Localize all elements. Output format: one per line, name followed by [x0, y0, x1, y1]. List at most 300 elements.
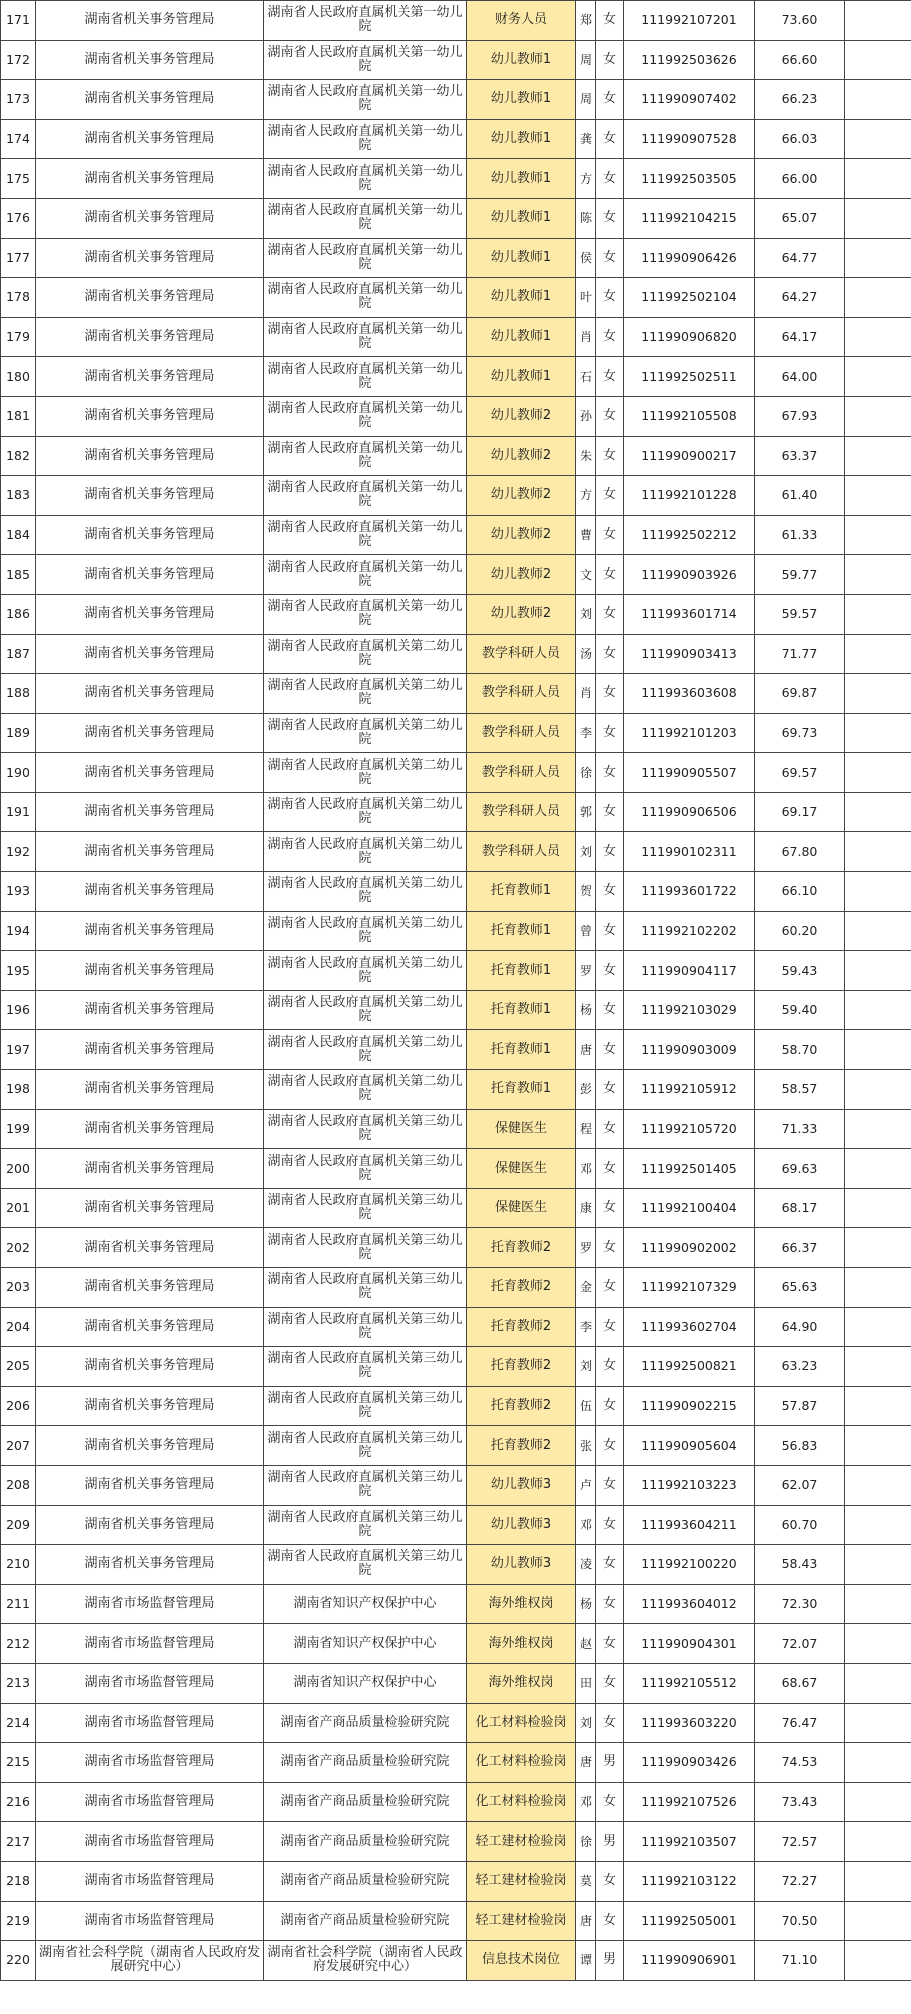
- position-cell: 幼儿教师2: [467, 476, 576, 516]
- score-cell: 65.07: [755, 198, 845, 238]
- unit-cell: 湖南省人民政府直属机关第一幼儿院: [264, 555, 467, 595]
- unit-cell: 湖南省产商品质量检验研究院: [264, 1743, 467, 1783]
- exam-number-cell: 111990102311: [624, 832, 755, 872]
- score-cell: 69.57: [755, 753, 845, 793]
- exam-number-cell: 111990903413: [624, 634, 755, 674]
- name-cell: 凌: [576, 1545, 596, 1585]
- gender-cell: 女: [596, 911, 624, 951]
- row-index-cell: 211: [1, 1584, 36, 1624]
- name-cell: 唐: [576, 1743, 596, 1783]
- unit-cell: 湖南省人民政府直属机关第二幼儿院: [264, 753, 467, 793]
- table-row: [1, 594, 911, 634]
- gender-cell: 男: [596, 1941, 624, 1981]
- name-cell: 肖: [576, 674, 596, 714]
- table-row: [1, 357, 911, 397]
- score-cell: 76.47: [755, 1703, 845, 1743]
- exam-number-cell: 111990903009: [624, 1030, 755, 1070]
- table-row: [1, 555, 911, 595]
- remark-cell: [845, 832, 911, 872]
- exam-number-cell: 111990906426: [624, 238, 755, 278]
- remark-cell: [845, 1070, 911, 1110]
- row-index-cell: 171: [1, 1, 36, 41]
- department-cell: 湖南省市场监督管理局: [36, 1822, 264, 1862]
- position-cell: 幼儿教师1: [467, 40, 576, 80]
- department-cell: 湖南省机关事务管理局: [36, 436, 264, 476]
- name-cell: 郑: [576, 1, 596, 41]
- table-row: [1, 198, 911, 238]
- unit-cell: 湖南省人民政府直属机关第三幼儿院: [264, 1268, 467, 1308]
- remark-cell: [845, 476, 911, 516]
- score-cell: 68.17: [755, 1188, 845, 1228]
- name-cell: 张: [576, 1426, 596, 1466]
- unit-cell: 湖南省人民政府直属机关第三幼儿院: [264, 1426, 467, 1466]
- remark-cell: [845, 753, 911, 793]
- department-cell: 湖南省市场监督管理局: [36, 1703, 264, 1743]
- score-cell: 60.70: [755, 1505, 845, 1545]
- gender-cell: 女: [596, 515, 624, 555]
- department-cell: 湖南省机关事务管理局: [36, 476, 264, 516]
- gender-cell: 女: [596, 1703, 624, 1743]
- exam-number-cell: 111992502212: [624, 515, 755, 555]
- table-row: [1, 40, 911, 80]
- position-cell: 轻工建材检验岗: [467, 1901, 576, 1941]
- name-cell: 田: [576, 1663, 596, 1703]
- name-cell: 程: [576, 1109, 596, 1149]
- row-index-cell: 215: [1, 1743, 36, 1783]
- position-cell: 托育教师2: [467, 1268, 576, 1308]
- remark-cell: [845, 1782, 911, 1822]
- department-cell: 湖南省机关事务管理局: [36, 1347, 264, 1387]
- unit-cell: 湖南省人民政府直属机关第一幼儿院: [264, 317, 467, 357]
- score-cell: 56.83: [755, 1426, 845, 1466]
- score-cell: 69.87: [755, 674, 845, 714]
- department-cell: 湖南省机关事务管理局: [36, 753, 264, 793]
- department-cell: 湖南省机关事务管理局: [36, 951, 264, 991]
- row-index-cell: 175: [1, 159, 36, 199]
- gender-cell: 女: [596, 1584, 624, 1624]
- remark-cell: [845, 1584, 911, 1624]
- score-cell: 64.90: [755, 1307, 845, 1347]
- gender-cell: 女: [596, 1188, 624, 1228]
- row-index-cell: 189: [1, 713, 36, 753]
- unit-cell: 湖南省人民政府直属机关第一幼儿院: [264, 80, 467, 120]
- exam-number-cell: 111993604211: [624, 1505, 755, 1545]
- remark-cell: [845, 1545, 911, 1585]
- unit-cell: 湖南省人民政府直属机关第二幼儿院: [264, 872, 467, 912]
- department-cell: 湖南省机关事务管理局: [36, 1, 264, 41]
- position-cell: 托育教师1: [467, 1070, 576, 1110]
- remark-cell: [845, 911, 911, 951]
- remark-cell: [845, 1347, 911, 1387]
- position-cell: 幼儿教师1: [467, 278, 576, 318]
- name-cell: 刘: [576, 1703, 596, 1743]
- row-index-cell: 216: [1, 1782, 36, 1822]
- name-cell: 曹: [576, 515, 596, 555]
- exam-number-cell: 111990904301: [624, 1624, 755, 1664]
- score-cell: 59.77: [755, 555, 845, 595]
- remark-cell: [845, 396, 911, 436]
- exam-number-cell: 111990900217: [624, 436, 755, 476]
- score-cell: 74.53: [755, 1743, 845, 1783]
- name-cell: 赵: [576, 1624, 596, 1664]
- position-cell: 财务人员: [467, 1, 576, 41]
- exam-number-cell: 111992502104: [624, 278, 755, 318]
- exam-number-cell: 111993601722: [624, 872, 755, 912]
- row-index-cell: 198: [1, 1070, 36, 1110]
- unit-cell: 湖南省人民政府直属机关第三幼儿院: [264, 1505, 467, 1545]
- department-cell: 湖南省机关事务管理局: [36, 1307, 264, 1347]
- department-cell: 湖南省机关事务管理局: [36, 1070, 264, 1110]
- remark-cell: [845, 436, 911, 476]
- remark-cell: [845, 634, 911, 674]
- table-row: [1, 238, 911, 278]
- unit-cell: 湖南省人民政府直属机关第三幼儿院: [264, 1109, 467, 1149]
- remark-cell: [845, 1268, 911, 1308]
- gender-cell: 女: [596, 792, 624, 832]
- unit-cell: 湖南省人民政府直属机关第二幼儿院: [264, 832, 467, 872]
- row-index-cell: 200: [1, 1149, 36, 1189]
- remark-cell: [845, 80, 911, 120]
- exam-number-cell: 111992105912: [624, 1070, 755, 1110]
- exam-number-cell: 111992107329: [624, 1268, 755, 1308]
- unit-cell: 湖南省产商品质量检验研究院: [264, 1901, 467, 1941]
- gender-cell: 女: [596, 1347, 624, 1387]
- exam-number-cell: 111992102202: [624, 911, 755, 951]
- unit-cell: 湖南省人民政府直属机关第一幼儿院: [264, 515, 467, 555]
- row-index-cell: 185: [1, 555, 36, 595]
- name-cell: 周: [576, 80, 596, 120]
- name-cell: 郭: [576, 792, 596, 832]
- name-cell: 方: [576, 476, 596, 516]
- remark-cell: [845, 990, 911, 1030]
- name-cell: 唐: [576, 1901, 596, 1941]
- table-row: [1, 1268, 911, 1308]
- remark-cell: [845, 1149, 911, 1189]
- position-cell: 托育教师1: [467, 911, 576, 951]
- remark-cell: [845, 40, 911, 80]
- score-cell: 72.57: [755, 1822, 845, 1862]
- table-row: [1, 1, 911, 41]
- score-cell: 67.80: [755, 832, 845, 872]
- row-index-cell: 212: [1, 1624, 36, 1664]
- remark-cell: [845, 159, 911, 199]
- name-cell: 邓: [576, 1149, 596, 1189]
- exam-number-cell: 111993603220: [624, 1703, 755, 1743]
- table-row: [1, 951, 911, 991]
- position-cell: 幼儿教师1: [467, 238, 576, 278]
- position-cell: 信息技术岗位: [467, 1941, 576, 1981]
- unit-cell: 湖南省人民政府直属机关第一幼儿院: [264, 40, 467, 80]
- department-cell: 湖南省市场监督管理局: [36, 1584, 264, 1624]
- name-cell: 周: [576, 40, 596, 80]
- row-index-cell: 218: [1, 1861, 36, 1901]
- name-cell: 刘: [576, 832, 596, 872]
- gender-cell: 女: [596, 1030, 624, 1070]
- remark-cell: [845, 1188, 911, 1228]
- department-cell: 湖南省机关事务管理局: [36, 911, 264, 951]
- department-cell: 湖南省社会科学院（湖南省人民政府发展研究中心）: [36, 1941, 264, 1981]
- name-cell: 卢: [576, 1465, 596, 1505]
- department-cell: 湖南省机关事务管理局: [36, 872, 264, 912]
- table-row: [1, 911, 911, 951]
- row-index-cell: 220: [1, 1941, 36, 1981]
- exam-number-cell: 111992500821: [624, 1347, 755, 1387]
- gender-cell: 男: [596, 1822, 624, 1862]
- exam-number-cell: 111993602704: [624, 1307, 755, 1347]
- table-row: [1, 80, 911, 120]
- name-cell: 肖: [576, 317, 596, 357]
- unit-cell: 湖南省人民政府直属机关第三幼儿院: [264, 1545, 467, 1585]
- position-cell: 化工材料检验岗: [467, 1703, 576, 1743]
- table-row: [1, 792, 911, 832]
- exam-number-cell: 111992107201: [624, 1, 755, 41]
- gender-cell: 女: [596, 1901, 624, 1941]
- department-cell: 湖南省机关事务管理局: [36, 515, 264, 555]
- name-cell: 康: [576, 1188, 596, 1228]
- table-row: [1, 1624, 911, 1664]
- score-cell: 59.43: [755, 951, 845, 991]
- exam-number-cell: 111992103223: [624, 1465, 755, 1505]
- name-cell: 唐: [576, 1030, 596, 1070]
- exam-number-cell: 111992100404: [624, 1188, 755, 1228]
- gender-cell: 女: [596, 238, 624, 278]
- position-cell: 幼儿教师1: [467, 119, 576, 159]
- remark-cell: [845, 1663, 911, 1703]
- score-cell: 66.03: [755, 119, 845, 159]
- exam-number-cell: 111990902002: [624, 1228, 755, 1268]
- exam-number-cell: 111992107526: [624, 1782, 755, 1822]
- department-cell: 湖南省机关事务管理局: [36, 1465, 264, 1505]
- gender-cell: 女: [596, 1386, 624, 1426]
- department-cell: 湖南省机关事务管理局: [36, 792, 264, 832]
- exam-number-cell: 111990907528: [624, 119, 755, 159]
- position-cell: 托育教师2: [467, 1347, 576, 1387]
- unit-cell: 湖南省人民政府直属机关第二幼儿院: [264, 674, 467, 714]
- score-cell: 73.43: [755, 1782, 845, 1822]
- gender-cell: 女: [596, 159, 624, 199]
- row-index-cell: 176: [1, 198, 36, 238]
- table-row: [1, 1663, 911, 1703]
- remark-cell: [845, 1109, 911, 1149]
- remark-cell: [845, 278, 911, 318]
- row-index-cell: 182: [1, 436, 36, 476]
- table-row: [1, 832, 911, 872]
- row-index-cell: 213: [1, 1663, 36, 1703]
- table-row: [1, 1545, 911, 1585]
- score-cell: 64.27: [755, 278, 845, 318]
- department-cell: 湖南省机关事务管理局: [36, 832, 264, 872]
- exam-number-cell: 111993603608: [624, 674, 755, 714]
- gender-cell: 女: [596, 198, 624, 238]
- row-index-cell: 196: [1, 990, 36, 1030]
- gender-cell: 女: [596, 396, 624, 436]
- remark-cell: [845, 594, 911, 634]
- position-cell: 教学科研人员: [467, 674, 576, 714]
- remark-cell: [845, 119, 911, 159]
- department-cell: 湖南省市场监督管理局: [36, 1782, 264, 1822]
- name-cell: 李: [576, 1307, 596, 1347]
- position-cell: 托育教师1: [467, 1030, 576, 1070]
- unit-cell: 湖南省知识产权保护中心: [264, 1624, 467, 1664]
- department-cell: 湖南省机关事务管理局: [36, 1188, 264, 1228]
- exam-number-cell: 111992104215: [624, 198, 755, 238]
- exam-number-cell: 111990906901: [624, 1941, 755, 1981]
- department-cell: 湖南省市场监督管理局: [36, 1663, 264, 1703]
- unit-cell: 湖南省人民政府直属机关第三幼儿院: [264, 1149, 467, 1189]
- row-index-cell: 173: [1, 80, 36, 120]
- unit-cell: 湖南省人民政府直属机关第一幼儿院: [264, 396, 467, 436]
- remark-cell: [845, 1624, 911, 1664]
- position-cell: 保健医生: [467, 1109, 576, 1149]
- gender-cell: 女: [596, 1070, 624, 1110]
- table-row: [1, 278, 911, 318]
- exam-number-cell: 111990907402: [624, 80, 755, 120]
- unit-cell: 湖南省人民政府直属机关第一幼儿院: [264, 1, 467, 41]
- table-row: [1, 396, 911, 436]
- gender-cell: 女: [596, 119, 624, 159]
- exam-number-cell: 111992103029: [624, 990, 755, 1030]
- remark-cell: [845, 872, 911, 912]
- row-index-cell: 205: [1, 1347, 36, 1387]
- gender-cell: 女: [596, 1307, 624, 1347]
- position-cell: 教学科研人员: [467, 713, 576, 753]
- row-index-cell: 201: [1, 1188, 36, 1228]
- exam-number-cell: 111990905507: [624, 753, 755, 793]
- table-row: [1, 1109, 911, 1149]
- score-cell: 58.43: [755, 1545, 845, 1585]
- gender-cell: 女: [596, 951, 624, 991]
- score-cell: 59.40: [755, 990, 845, 1030]
- row-index-cell: 194: [1, 911, 36, 951]
- remark-cell: [845, 713, 911, 753]
- score-cell: 68.67: [755, 1663, 845, 1703]
- table-row: [1, 713, 911, 753]
- name-cell: 彭: [576, 1070, 596, 1110]
- department-cell: 湖南省机关事务管理局: [36, 159, 264, 199]
- row-index-cell: 197: [1, 1030, 36, 1070]
- position-cell: 幼儿教师2: [467, 555, 576, 595]
- remark-cell: [845, 1505, 911, 1545]
- gender-cell: 女: [596, 317, 624, 357]
- row-index-cell: 207: [1, 1426, 36, 1466]
- row-index-cell: 183: [1, 476, 36, 516]
- gender-cell: 女: [596, 1268, 624, 1308]
- department-cell: 湖南省机关事务管理局: [36, 634, 264, 674]
- remark-cell: [845, 198, 911, 238]
- unit-cell: 湖南省人民政府直属机关第一幼儿院: [264, 436, 467, 476]
- unit-cell: 湖南省人民政府直属机关第三幼儿院: [264, 1307, 467, 1347]
- exam-number-cell: 111992501405: [624, 1149, 755, 1189]
- unit-cell: 湖南省人民政府直属机关第三幼儿院: [264, 1228, 467, 1268]
- table-row: [1, 990, 911, 1030]
- gender-cell: 女: [596, 1505, 624, 1545]
- exam-number-cell: 111990903426: [624, 1743, 755, 1783]
- remark-cell: [845, 317, 911, 357]
- unit-cell: 湖南省人民政府直属机关第三幼儿院: [264, 1465, 467, 1505]
- table-row: [1, 1505, 911, 1545]
- table-row: [1, 1307, 911, 1347]
- department-cell: 湖南省市场监督管理局: [36, 1624, 264, 1664]
- exam-number-cell: 111992100220: [624, 1545, 755, 1585]
- name-cell: 方: [576, 159, 596, 199]
- name-cell: 徐: [576, 1822, 596, 1862]
- score-cell: 59.57: [755, 594, 845, 634]
- department-cell: 湖南省机关事务管理局: [36, 1030, 264, 1070]
- exam-number-cell: 111990902215: [624, 1386, 755, 1426]
- position-cell: 幼儿教师2: [467, 594, 576, 634]
- name-cell: 刘: [576, 1347, 596, 1387]
- row-index-cell: 190: [1, 753, 36, 793]
- score-cell: 62.07: [755, 1465, 845, 1505]
- position-cell: 托育教师1: [467, 951, 576, 991]
- unit-cell: 湖南省产商品质量检验研究院: [264, 1703, 467, 1743]
- score-cell: 66.60: [755, 40, 845, 80]
- position-cell: 托育教师1: [467, 872, 576, 912]
- table-row: [1, 872, 911, 912]
- department-cell: 湖南省机关事务管理局: [36, 1505, 264, 1545]
- gender-cell: 女: [596, 80, 624, 120]
- department-cell: 湖南省机关事务管理局: [36, 1426, 264, 1466]
- table-row: [1, 634, 911, 674]
- position-cell: 幼儿教师2: [467, 396, 576, 436]
- remark-cell: [845, 951, 911, 991]
- row-index-cell: 188: [1, 674, 36, 714]
- gender-cell: 女: [596, 594, 624, 634]
- table-row: [1, 1188, 911, 1228]
- gender-cell: 女: [596, 436, 624, 476]
- remark-cell: [845, 515, 911, 555]
- row-index-cell: 214: [1, 1703, 36, 1743]
- row-index-cell: 180: [1, 357, 36, 397]
- exam-number-cell: 111992105720: [624, 1109, 755, 1149]
- name-cell: 龚: [576, 119, 596, 159]
- unit-cell: 湖南省产商品质量检验研究院: [264, 1861, 467, 1901]
- name-cell: 邓: [576, 1505, 596, 1545]
- table-row: [1, 1941, 911, 1981]
- score-cell: 64.17: [755, 317, 845, 357]
- unit-cell: 湖南省人民政府直属机关第二幼儿院: [264, 911, 467, 951]
- name-cell: 汤: [576, 634, 596, 674]
- gender-cell: 女: [596, 1545, 624, 1585]
- gender-cell: 女: [596, 1, 624, 41]
- gender-cell: 女: [596, 1109, 624, 1149]
- department-cell: 湖南省机关事务管理局: [36, 674, 264, 714]
- table-row: [1, 1030, 911, 1070]
- department-cell: 湖南省机关事务管理局: [36, 317, 264, 357]
- unit-cell: 湖南省人民政府直属机关第三幼儿院: [264, 1347, 467, 1387]
- name-cell: 邓: [576, 1782, 596, 1822]
- remark-cell: [845, 1426, 911, 1466]
- score-cell: 64.00: [755, 357, 845, 397]
- position-cell: 幼儿教师2: [467, 515, 576, 555]
- unit-cell: 湖南省知识产权保护中心: [264, 1663, 467, 1703]
- score-cell: 72.07: [755, 1624, 845, 1664]
- row-index-cell: 184: [1, 515, 36, 555]
- row-index-cell: 177: [1, 238, 36, 278]
- position-cell: 幼儿教师3: [467, 1545, 576, 1585]
- department-cell: 湖南省市场监督管理局: [36, 1901, 264, 1941]
- table-row: [1, 674, 911, 714]
- exam-number-cell: 111992103122: [624, 1861, 755, 1901]
- row-index-cell: 191: [1, 792, 36, 832]
- table-row: [1, 753, 911, 793]
- remark-cell: [845, 357, 911, 397]
- exam-number-cell: 111992105512: [624, 1663, 755, 1703]
- department-cell: 湖南省机关事务管理局: [36, 80, 264, 120]
- gender-cell: 女: [596, 278, 624, 318]
- position-cell: 海外维权岗: [467, 1584, 576, 1624]
- gender-cell: 女: [596, 1624, 624, 1664]
